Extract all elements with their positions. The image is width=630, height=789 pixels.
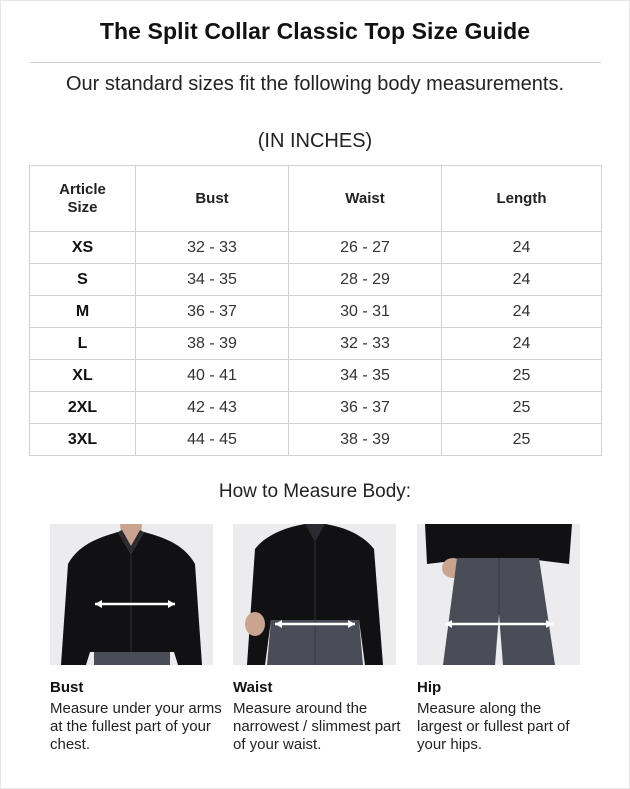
hip-caption-text: Measure along the largest or fullest part of your hips. [417,700,570,753]
header-bust: Bust [136,166,289,232]
waist-cell: 32 - 33 [289,328,442,360]
size-cell: L [30,328,136,360]
title-divider [30,62,601,63]
page-title: The Split Collar Classic Top Size Guide [99,18,531,44]
units-label: (IN INCHES) [257,130,373,152]
waist-cell: 30 - 31 [289,296,442,328]
header-length: Length [442,166,602,232]
length-cell: 24 [442,296,602,328]
waist-caption-text: Measure around the narrowest / slimmest part of your waist. [233,700,401,753]
waist-cell: 26 - 27 [289,232,442,264]
bust-caption-text: Measure under your arms at the fullest part of your chest. [50,700,222,753]
size-cell: 3XL [30,424,136,456]
bust-cell: 38 - 39 [136,328,289,360]
size-chart-table [29,165,602,456]
bust-caption-title: Bust [50,679,84,696]
waist-measure-photo [233,524,396,665]
bust-cell: 34 - 35 [136,264,289,296]
table-row [30,264,602,296]
length-cell: 25 [442,392,602,424]
length-cell: 25 [442,360,602,392]
waist-cell: 28 - 29 [289,264,442,296]
waist-cell: 34 - 35 [289,360,442,392]
how-to-measure-heading: How to Measure Body: [218,481,412,502]
table-row [30,392,602,424]
header-waist: Waist [289,166,442,232]
size-cell: S [30,264,136,296]
header-article-size: Article Size [30,166,136,232]
hip-measure-photo [417,524,580,665]
table-header-row [30,166,602,232]
waist-cell: 38 - 39 [289,424,442,456]
size-cell: M [30,296,136,328]
bust-measure-photo [50,524,213,665]
length-cell: 24 [442,328,602,360]
waist-cell: 36 - 37 [289,392,442,424]
bust-cell: 32 - 33 [136,232,289,264]
waist-caption-title: Waist [233,679,273,696]
size-cell: XS [30,232,136,264]
bust-cell: 36 - 37 [136,296,289,328]
bust-cell: 44 - 45 [136,424,289,456]
bust-cell: 40 - 41 [136,360,289,392]
table-row [30,328,602,360]
size-cell: 2XL [30,392,136,424]
table-row [30,232,602,264]
table-row [30,296,602,328]
hip-caption-title: Hip [417,679,442,696]
table-row [30,360,602,392]
bust-cell: 42 - 43 [136,392,289,424]
page-subtitle: Our standard sizes fit the following body measurements. [65,73,565,95]
size-cell: XL [30,360,136,392]
length-cell: 24 [442,264,602,296]
table-row [30,424,602,456]
length-cell: 25 [442,424,602,456]
length-cell: 24 [442,232,602,264]
